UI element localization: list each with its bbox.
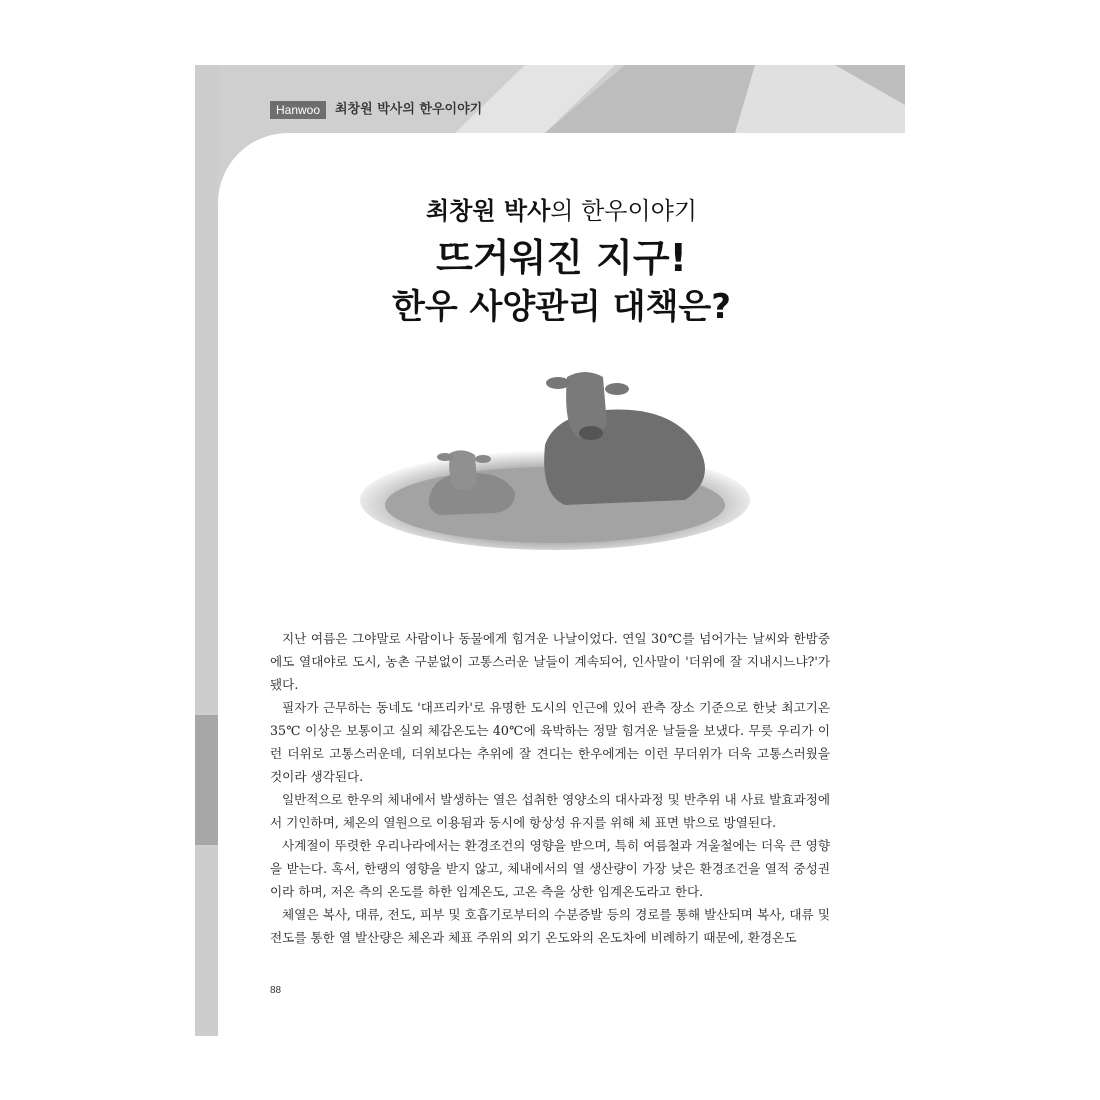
side-band	[195, 65, 218, 1036]
body-paragraph: 체열은 복사, 대류, 전도, 피부 및 호흡기로부터의 수분증발 등의 경로를 통해 발산되며 복사, 대류 및 전도를 통한 열 발산량은 체온과 체표 주위의 외기 온도와의 온도차에 비례하기 때문에, 환경온도	[270, 907, 830, 945]
cattle-photo	[355, 365, 755, 565]
article-title-line1: 뜨거워진 지구!	[436, 236, 687, 280]
page-number: 88	[270, 985, 282, 996]
header-decoration	[195, 65, 905, 133]
section-tag: Hanwoo	[270, 101, 326, 119]
subtitle-rest: 의 한우이야기	[550, 197, 697, 225]
subtitle-author: 최창원 박사	[425, 197, 551, 225]
header-band	[195, 65, 905, 133]
body-paragraph: 지난 여름은 그야말로 사람이나 동물에게 힘겨운 나날이었다. 연일 30℃를 넘어가는 날씨와 한밤중에도 열대야로 도시, 농촌 구분없이 고통스러운 날들이 계속되어, 인사말이 '더위에 잘 지내시느냐?'가 됐다.	[270, 631, 830, 692]
article-title-line2: 한우 사양관리 대책은?	[392, 287, 731, 327]
magazine-page	[195, 65, 905, 1036]
body-paragraph: 필자가 근무하는 동네도 '대프리카'로 유명한 도시의 인근에 있어 관측 장소 기준으로 한낮 최고기온 35℃ 이상은 보통이고 실외 체감온도는 40℃에 육박하는 정말 힘겨운 날들을 보냈다. 무릇 우리가 이런 더위로 고통스러운데, 더위보다는 추위에 잘 견디는 한우에게는 이런 무더위가 더욱 고통스러웠을 것이라 생각된다.	[270, 700, 830, 784]
article-body	[270, 627, 830, 949]
article-subtitle	[218, 193, 905, 229]
body-paragraph: 일반적으로 한우의 체내에서 발생하는 열은 섭취한 영양소의 대사과정 및 반추위 내 사료 발효과정에서 기인하며, 체온의 열원으로 이용됨과 동시에 항상성 유지를 위해 체 표면 밖으로 방열된다.	[270, 792, 830, 830]
title-block	[218, 193, 905, 331]
series-label: 최창원 박사의 한우이야기	[335, 102, 483, 117]
side-band-accent	[195, 715, 218, 845]
body-paragraph: 사계절이 뚜렷한 우리나라에서는 환경조건의 영향을 받으며, 특히 여름철과 겨울철에는 더욱 큰 영향을 받는다. 혹서, 한랭의 영향을 받지 않고, 체내에서의 열 생산량이 가장 낮은 환경조건을 열적 중성권이라 하며, 저온 측의 온도를 하한 임계온도, 고온 측을 상한 임계온도라고 한다.	[270, 838, 830, 899]
